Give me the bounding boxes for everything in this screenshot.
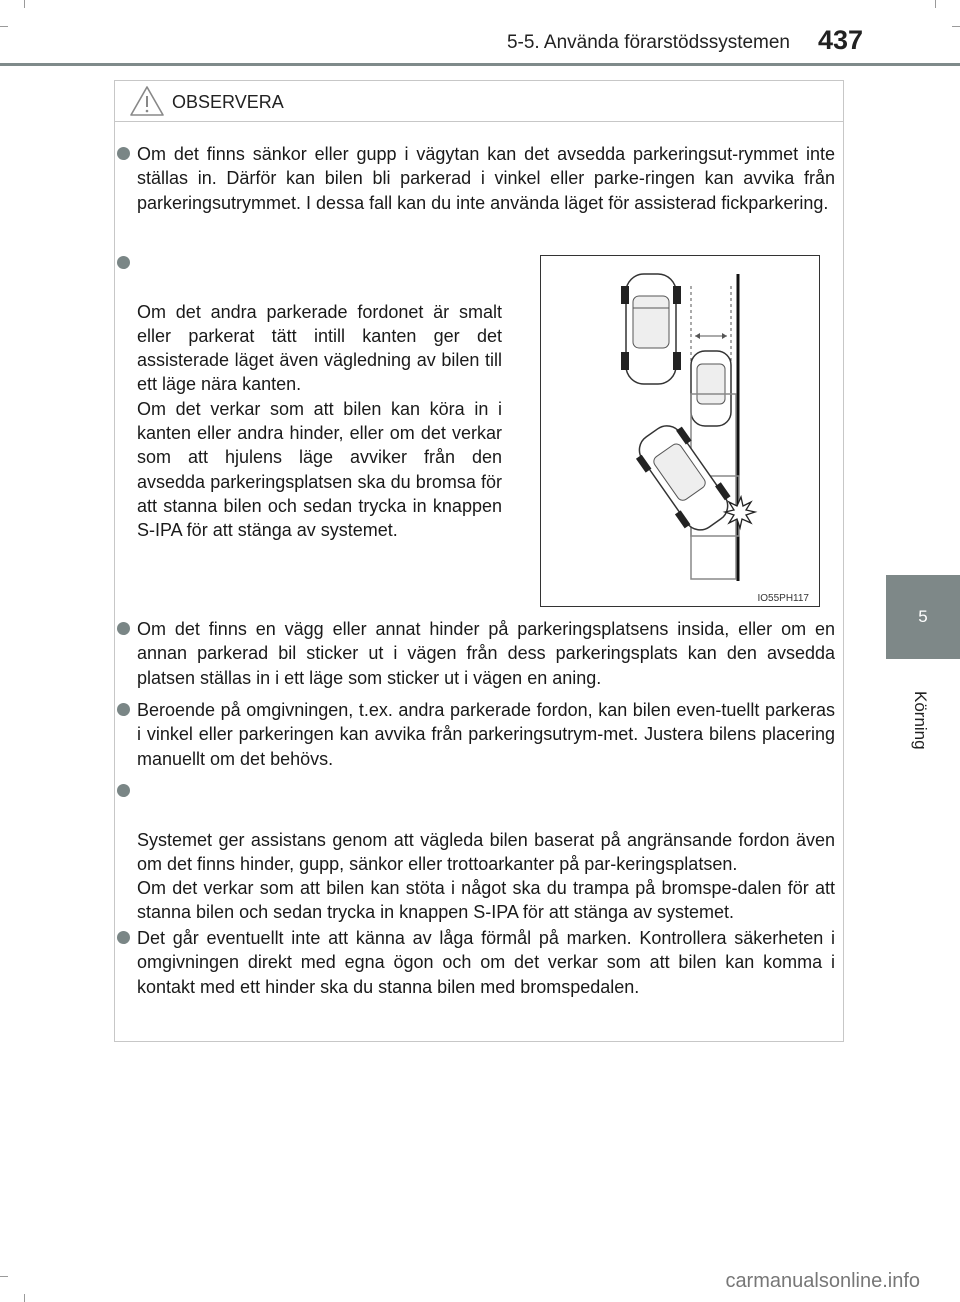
bullet-text: Det går eventuellt inte att känna av låga förmål på marken. Kontrollera säkerheten i omgivningen direkt med egna ögon och om det verkar som att bilen kan komma i kontakt med ett hinder ska du stanna bilen med bromspedalen. — [137, 928, 835, 997]
parking-diagram — [541, 256, 819, 606]
notice-bullet — [137, 617, 835, 690]
bullet-text: Systemet ger assistans genom att vägleda bilen baserat på angränsande fordon även om det finns hinder, gupp, sänkor eller trottoarkanter på par-keringsplatsen. Om det verkar som att bilen kan stöta i något ska du trampa på bromspe-dalen för att stanna bilen och sedan trycka in knappen S-IPA för att stänga av systemet. — [137, 829, 835, 923]
notice-box — [114, 80, 844, 1042]
chapter-label: Körning — [911, 690, 930, 750]
bullet-dot — [117, 931, 130, 944]
bullet-text: Om det finns sänkor eller gupp i vägytan kan det avsedda parkeringsut-rymmet inte ställas in. Därför kan bilen bli parkerad i vinkel eller parke-ringen kan avvika från parkeringsutrymmet. I dessa fall kan du inte använda läget för assisterad fickparkering. — [137, 144, 835, 213]
figure-code: IO55PH117 — [757, 593, 809, 604]
crop-mark — [952, 26, 960, 27]
bullet-dot — [117, 147, 130, 160]
crop-mark — [24, 0, 25, 8]
notice-bullet — [137, 251, 502, 543]
watermark: carmanualsonline.info — [725, 1270, 920, 1292]
page-number: 437 — [818, 25, 864, 55]
crop-mark — [24, 1294, 25, 1302]
notice-header — [115, 81, 843, 122]
bullet-dot — [117, 784, 130, 797]
bullet-text: Om det finns en vägg eller annat hinder på parkeringsplatsens insida, eller om en annan parkerad bil sticker ut i vägen från dess parkeringsplats kan den avsedda platsen ställas in i ett läge som sticker ut i vägen en aning. — [137, 619, 835, 688]
parking-illustration — [540, 255, 820, 607]
chapter-number: 5 — [918, 607, 928, 626]
parked-car-top — [621, 274, 681, 384]
notice-bullet — [137, 142, 835, 215]
parked-car-right — [691, 351, 731, 426]
maneuvering-car — [629, 417, 738, 539]
section-title: 5-5. Använda förarstödssystemen — [506, 32, 790, 53]
bullet-text: Om det andra parkerade fordonet är smalt eller parkerat tätt intill kanten ger det assisterade läget även vägledning av bilen till ett läge nära kanten. Om det verkar som att bilen kan köra in i kanten eller andra hinder, eller om det verkar som att hjulens läge avviker från den avsedda parkeringsplatsen ska du bromsa för att stanna bilen och sedan trycka in knappen S-IPA för att stänga av systemet. — [137, 301, 502, 541]
notice-title: OBSERVERA — [172, 92, 284, 112]
notice-bullet — [137, 698, 835, 771]
crop-mark — [935, 0, 936, 8]
bullet-dot — [117, 703, 130, 716]
crop-mark — [0, 26, 8, 27]
notice-bullet — [137, 926, 835, 999]
bullet-dot — [117, 622, 130, 635]
bullet-dot — [117, 256, 130, 269]
chapter-tab — [886, 575, 960, 659]
header-rule — [0, 63, 960, 66]
bullet-text: Beroende på omgivningen, t.ex. andra parkerade fordon, kan bilen even-tuellt parkeras i vinkel eller parkeringen kan avvika från parkeringsutrym-met. Justera bilens placering manuellt om det behövs. — [137, 700, 835, 769]
warning-triangle-icon — [129, 85, 165, 117]
crop-mark — [0, 1276, 8, 1277]
collision-star-icon — [725, 497, 755, 528]
notice-bullet — [137, 779, 835, 925]
